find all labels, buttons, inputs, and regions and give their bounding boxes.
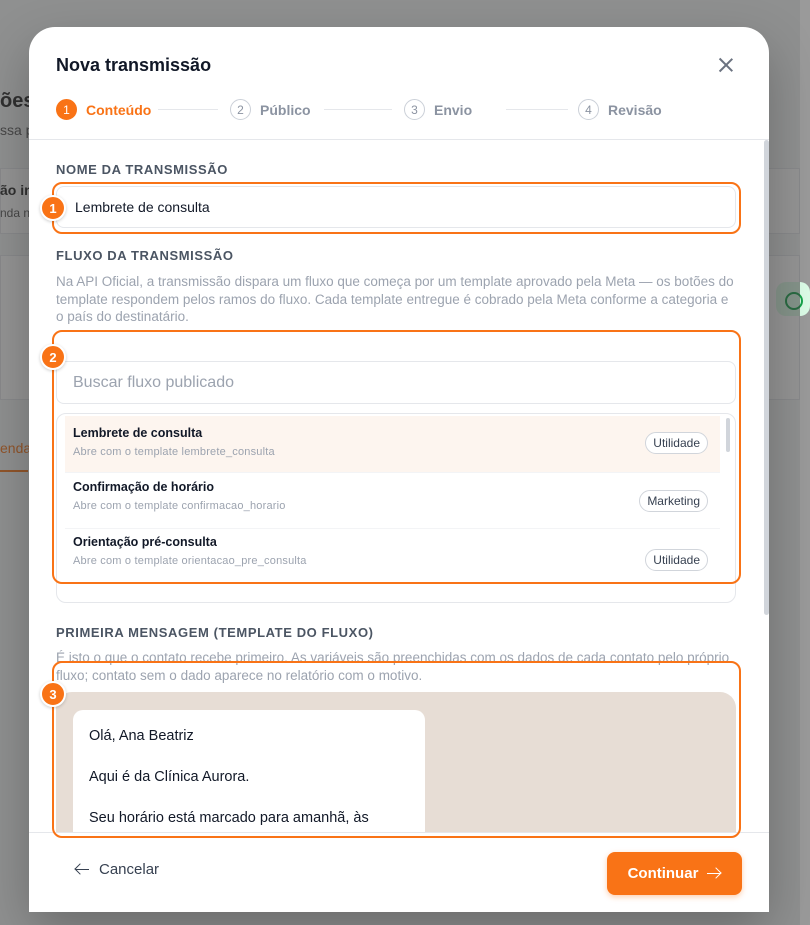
step-label: Conteúdo xyxy=(86,101,152,118)
flow-section-label: FLUXO DA TRANSMISSÃO xyxy=(56,248,234,263)
step-connector xyxy=(324,109,392,110)
modal-footer xyxy=(29,832,769,912)
flow-name: Lembrete de consulta xyxy=(73,426,203,440)
flow-list-scrollbar[interactable] xyxy=(726,418,730,452)
step-number: 4 xyxy=(578,99,599,120)
first-message-label: PRIMEIRA MENSAGEM (TEMPLATE DO FLUXO) xyxy=(56,625,374,640)
flow-description: Abre com o template lembrete_consulta xyxy=(73,446,275,458)
flow-search-input[interactable] xyxy=(56,361,736,404)
flow-list xyxy=(56,413,736,603)
stepper xyxy=(56,99,676,121)
modal-content xyxy=(29,140,769,832)
flow-help-text: Na API Oficial, a transmissão dispara um fluxo que começa por um template aprovado pela Meta — os botões do template respondem pelos ramos do fluxo. Cada template entregue é cobrado pela Meta conforme a categoria e o país do destinatário. xyxy=(56,274,734,324)
cancel-label: Cancelar xyxy=(99,861,160,878)
name-section-label: NOME DA TRANSMISSÃO xyxy=(56,162,228,177)
step-connector xyxy=(158,109,218,110)
step-content[interactable] xyxy=(56,99,151,120)
arrow-right-icon xyxy=(707,868,721,880)
new-broadcast-modal xyxy=(29,27,769,912)
message-line: Aqui é da Clínica Aurora. xyxy=(89,769,250,785)
category-badge: Utilidade xyxy=(645,549,708,571)
cancel-button[interactable] xyxy=(75,861,159,878)
broadcast-name-input[interactable] xyxy=(56,186,736,228)
arrow-left-icon xyxy=(75,864,89,876)
flow-description: Abre com o template confirmacao_horario xyxy=(73,500,286,512)
step-label: Envio xyxy=(434,101,473,118)
continue-button[interactable] xyxy=(607,852,742,895)
flow-item-orientation[interactable] xyxy=(65,528,720,584)
step-label: Público xyxy=(260,101,311,118)
category-badge: Marketing xyxy=(639,490,708,512)
category-badge: Utilidade xyxy=(645,432,708,454)
flow-name: Confirmação de horário xyxy=(73,480,214,494)
step-number: 2 xyxy=(230,99,251,120)
step-review[interactable] xyxy=(578,99,662,120)
flow-name: Orientação pré-consulta xyxy=(73,535,217,549)
continue-label: Continuar xyxy=(627,865,699,882)
step-number: 3 xyxy=(404,99,425,120)
close-icon[interactable] xyxy=(715,54,737,76)
step-label: Revisão xyxy=(608,101,662,118)
step-send[interactable] xyxy=(404,99,472,120)
flow-item-confirmation[interactable] xyxy=(65,472,720,528)
step-number: 1 xyxy=(56,99,77,120)
annotation-marker: 3 xyxy=(40,681,66,707)
step-connector xyxy=(506,109,568,110)
modal-title: Nova transmissão xyxy=(56,55,212,75)
content-scrollbar[interactable] xyxy=(764,140,769,615)
message-greeting: Olá, Ana Beatriz xyxy=(89,728,194,744)
flow-description: Abre com o template orientacao_pre_consulta xyxy=(73,555,307,567)
step-audience[interactable] xyxy=(230,99,311,120)
message-line: Seu horário está marcado para amanhã, às xyxy=(89,810,369,826)
flow-item-reminder[interactable] xyxy=(65,416,720,472)
first-message-help: É isto o que o contato recebe primeiro. As variáveis são preenchidas com os dados de cada contato pelo próprio fluxo; contato sem o dado aparece no relatório com o motivo. xyxy=(56,650,730,683)
annotation-marker: 2 xyxy=(40,344,66,370)
annotation-marker: 1 xyxy=(40,195,66,221)
